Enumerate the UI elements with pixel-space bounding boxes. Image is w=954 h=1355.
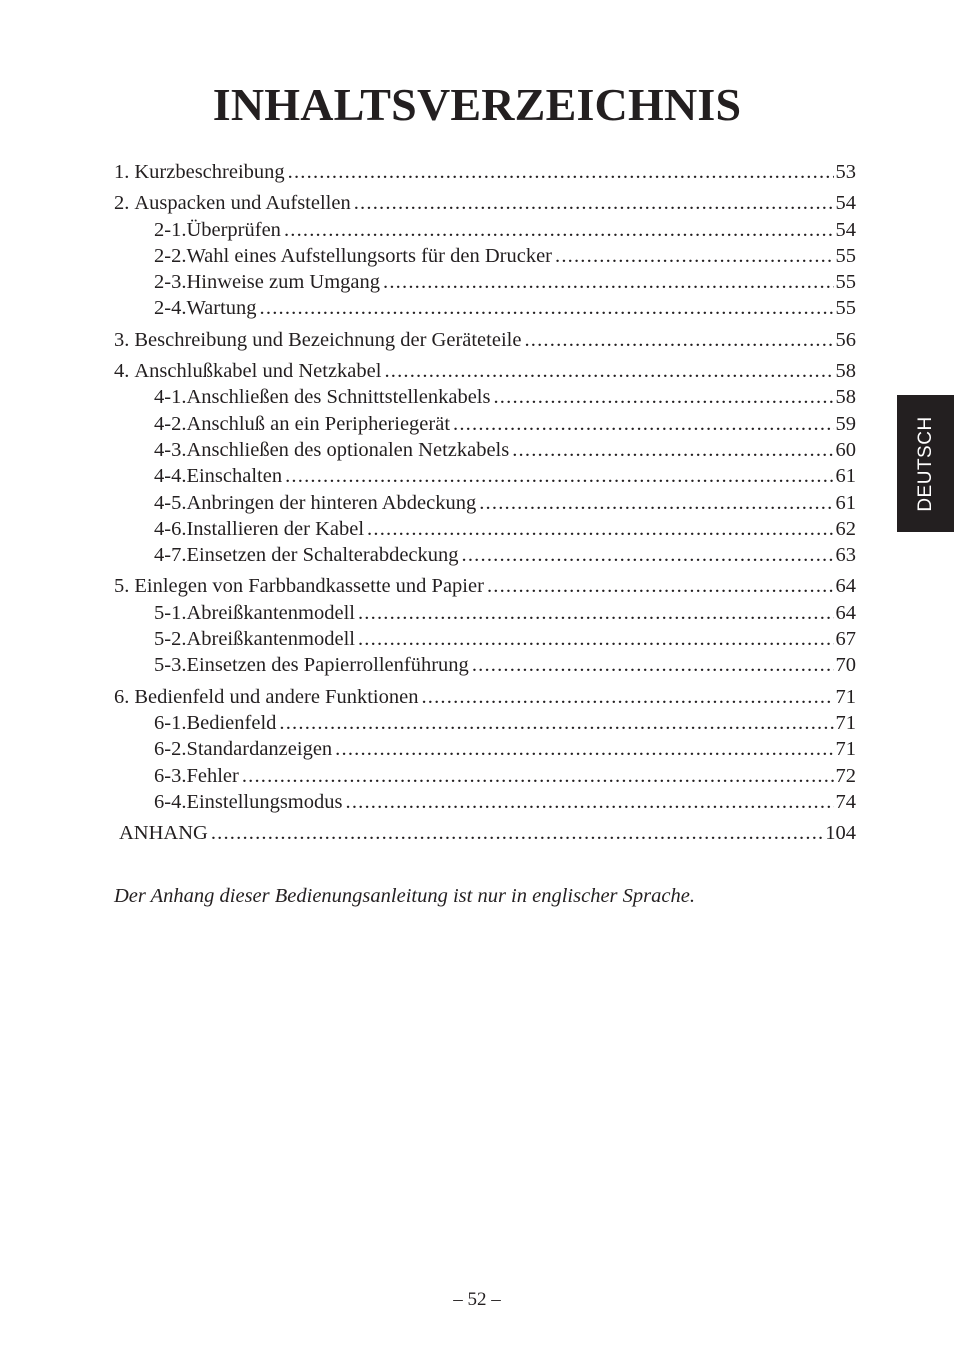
toc-section — [114, 190, 856, 321]
toc-entry-number: 2-3. — [154, 271, 187, 294]
toc-entry — [114, 684, 856, 710]
toc-subentry — [114, 490, 856, 516]
toc-dot-leader — [211, 820, 823, 846]
toc-entry-label: Einstellungsmodus — [186, 790, 343, 813]
toc-subentry — [114, 736, 856, 762]
toc-dot-leader — [288, 159, 834, 185]
toc-entry-label: Anschluß an ein Peripheriegerät — [186, 412, 451, 435]
toc-dot-leader — [421, 684, 833, 710]
toc-dot-leader — [335, 736, 833, 762]
toc-subentry — [114, 600, 856, 626]
toc-dot-leader — [367, 516, 833, 542]
toc-entry-label: Anbringen der hinteren Abdeckung — [186, 491, 477, 514]
toc-subentry — [114, 652, 856, 678]
toc-entry-label: Anschließen des Schnittstellenkabels — [186, 386, 491, 409]
toc-entry-page: 55 — [835, 297, 856, 320]
toc-dot-leader — [358, 600, 834, 626]
page-number: – 52 – — [453, 1289, 501, 1310]
toc-section — [114, 820, 856, 846]
toc-section — [114, 159, 856, 185]
toc-entry-label: Anschlußkabel und Netzkabel — [134, 360, 382, 383]
toc-entry-page: 58 — [835, 386, 856, 409]
toc-entry-label: Einschalten — [186, 465, 283, 488]
toc-entry-label: Einlegen von Farbbandkassette und Papier — [134, 575, 484, 598]
toc-dot-leader — [383, 269, 833, 295]
toc-entry — [114, 159, 856, 185]
language-side-tab-label: DEUTSCH — [914, 415, 936, 512]
toc-dot-leader — [512, 437, 833, 463]
toc-entry — [114, 820, 856, 846]
toc-entry-number: 5-1. — [154, 601, 187, 624]
toc-dot-leader — [354, 190, 834, 216]
toc-entry-number: 2-1. — [154, 218, 187, 241]
page-title: INHALTSVERZEICHNIS — [212, 79, 742, 130]
toc-entry-page: 55 — [835, 244, 856, 267]
toc-entry-page: 63 — [835, 544, 856, 567]
toc-dot-leader — [493, 384, 833, 410]
toc-entry-page: 61 — [835, 491, 856, 514]
toc-entry-number: 5-3. — [154, 654, 187, 677]
toc-entry-page: 56 — [835, 328, 856, 351]
toc-entry-number: 4-2. — [154, 412, 187, 435]
toc-entry-page: 58 — [835, 360, 856, 383]
toc-subentry — [114, 295, 856, 321]
toc-subentry — [114, 463, 856, 489]
toc-entry-label: Bedienfeld und andere Funktionen — [134, 685, 419, 708]
toc-entry — [114, 327, 856, 353]
toc-section — [114, 573, 856, 678]
toc-subentry — [114, 411, 856, 437]
toc-entry-number: 6-4. — [154, 790, 187, 813]
toc-dot-leader — [472, 652, 834, 678]
toc-entry-number: 4. — [114, 360, 130, 383]
toc-entry-page: 70 — [835, 654, 856, 677]
toc-entry — [114, 573, 856, 599]
toc-entry-label: Anschließen des optionalen Netzkabels — [186, 438, 510, 461]
toc-entry-label: Kurzbeschreibung — [134, 161, 285, 183]
toc-entry-label: Auspacken und Aufstellen — [134, 192, 351, 215]
toc-entry-label: Einsetzen der Schalterabdeckung — [186, 544, 459, 567]
toc-entry-label: Wahl eines Aufstellungsorts für den Drucker — [186, 244, 552, 267]
toc-dot-leader — [285, 463, 833, 489]
toc-dot-leader — [524, 327, 833, 353]
toc-entry-page: 54 — [835, 218, 856, 241]
toc-entry-label: Einsetzen des Papierrollenführung — [186, 654, 469, 677]
toc-entry-number: 4-1. — [154, 386, 187, 409]
toc-entry-number: 6-2. — [154, 738, 187, 761]
toc-dot-leader — [453, 411, 833, 437]
toc-subentry — [114, 763, 856, 789]
toc-entry-page: 71 — [835, 738, 856, 761]
toc-entry-number: 2-2. — [154, 244, 187, 267]
toc-subentry — [114, 542, 856, 568]
toc-entry-label: ANHANG — [119, 822, 208, 845]
toc-entry-number: 2-4. — [154, 297, 187, 320]
toc-section — [114, 327, 856, 353]
toc-entry-page: 71 — [835, 685, 856, 708]
toc-entry-label: Überprüfen — [186, 218, 281, 241]
toc-entry-page: 62 — [835, 517, 856, 540]
toc-subentry — [114, 516, 856, 542]
toc-entry-page: 59 — [835, 412, 856, 435]
toc-entry-number: 4-4. — [154, 465, 187, 488]
toc-entry-number: 3. — [114, 328, 130, 351]
toc-dot-leader — [555, 243, 834, 269]
toc-entry-page: 61 — [835, 465, 856, 488]
toc-entry-page: 54 — [835, 192, 856, 215]
language-side-tab — [897, 395, 954, 532]
toc-subentry — [114, 384, 856, 410]
toc-dot-leader — [487, 573, 834, 599]
toc-entry-number: 6-1. — [154, 711, 187, 734]
appendix-note: Der Anhang dieser Bedienungsanleitung ist nur in englischer Sprache. — [114, 885, 695, 907]
toc-dot-leader — [462, 542, 834, 568]
toc-entry-page: 55 — [835, 271, 856, 294]
toc-dot-leader — [358, 626, 834, 652]
toc-entry-label: Hinweise zum Umgang — [186, 271, 381, 294]
toc-subentry — [114, 243, 856, 269]
toc-entry-number: 4-7. — [154, 544, 187, 567]
toc-entry-label: Bedienfeld — [186, 711, 277, 734]
toc-entry-number: 5. — [114, 575, 130, 598]
toc-entry-number: 1. — [114, 161, 130, 183]
toc-entry-label: Beschreibung und Bezeichnung der Geräteteile — [134, 328, 522, 351]
toc-entry-page: 71 — [835, 711, 856, 734]
toc-dot-leader — [479, 490, 833, 516]
toc-entry-number: 6. — [114, 685, 130, 708]
toc-entry-number: 4-6. — [154, 517, 187, 540]
toc-dot-leader — [260, 295, 834, 321]
toc-dot-leader — [346, 789, 834, 815]
toc-entry-page: 67 — [835, 628, 856, 651]
toc-entry-page: 64 — [835, 601, 856, 624]
toc-entry-number: 5-2. — [154, 628, 187, 651]
toc-subentry — [114, 626, 856, 652]
toc-section — [114, 358, 856, 568]
toc-subentry — [114, 437, 856, 463]
toc-entry-page: 64 — [835, 575, 856, 598]
toc-subentry — [114, 789, 856, 815]
toc-entry — [114, 358, 856, 384]
table-of-contents — [114, 159, 856, 851]
toc-entry-page: 60 — [835, 438, 856, 461]
toc-entry-label: Abreißkantenmodell — [186, 628, 355, 651]
toc-dot-leader — [242, 763, 834, 789]
toc-section — [114, 684, 856, 815]
toc-entry-label: Fehler — [186, 764, 239, 787]
toc-entry-label: Abreißkantenmodell — [186, 601, 355, 624]
toc-entry-page: 72 — [835, 764, 856, 787]
toc-entry-label: Installieren der Kabel — [186, 517, 365, 540]
toc-entry-number: 6-3. — [154, 764, 187, 787]
toc-subentry — [114, 217, 856, 243]
toc-entry-number: 4-3. — [154, 438, 187, 461]
toc-entry-number: 4-5. — [154, 491, 187, 514]
toc-dot-leader — [284, 217, 834, 243]
toc-subentry — [114, 710, 856, 736]
toc-entry-page: 53 — [835, 161, 856, 183]
toc-dot-leader — [384, 358, 833, 384]
toc-entry-label: Standardanzeigen — [186, 738, 333, 761]
toc-entry-page: 104 — [825, 822, 856, 845]
toc-entry-label: Wartung — [186, 297, 257, 320]
toc-entry — [114, 190, 856, 216]
toc-subentry — [114, 269, 856, 295]
toc-entry-number: 2. — [114, 192, 130, 215]
toc-entry-page: 74 — [835, 790, 856, 813]
toc-dot-leader — [279, 710, 833, 736]
